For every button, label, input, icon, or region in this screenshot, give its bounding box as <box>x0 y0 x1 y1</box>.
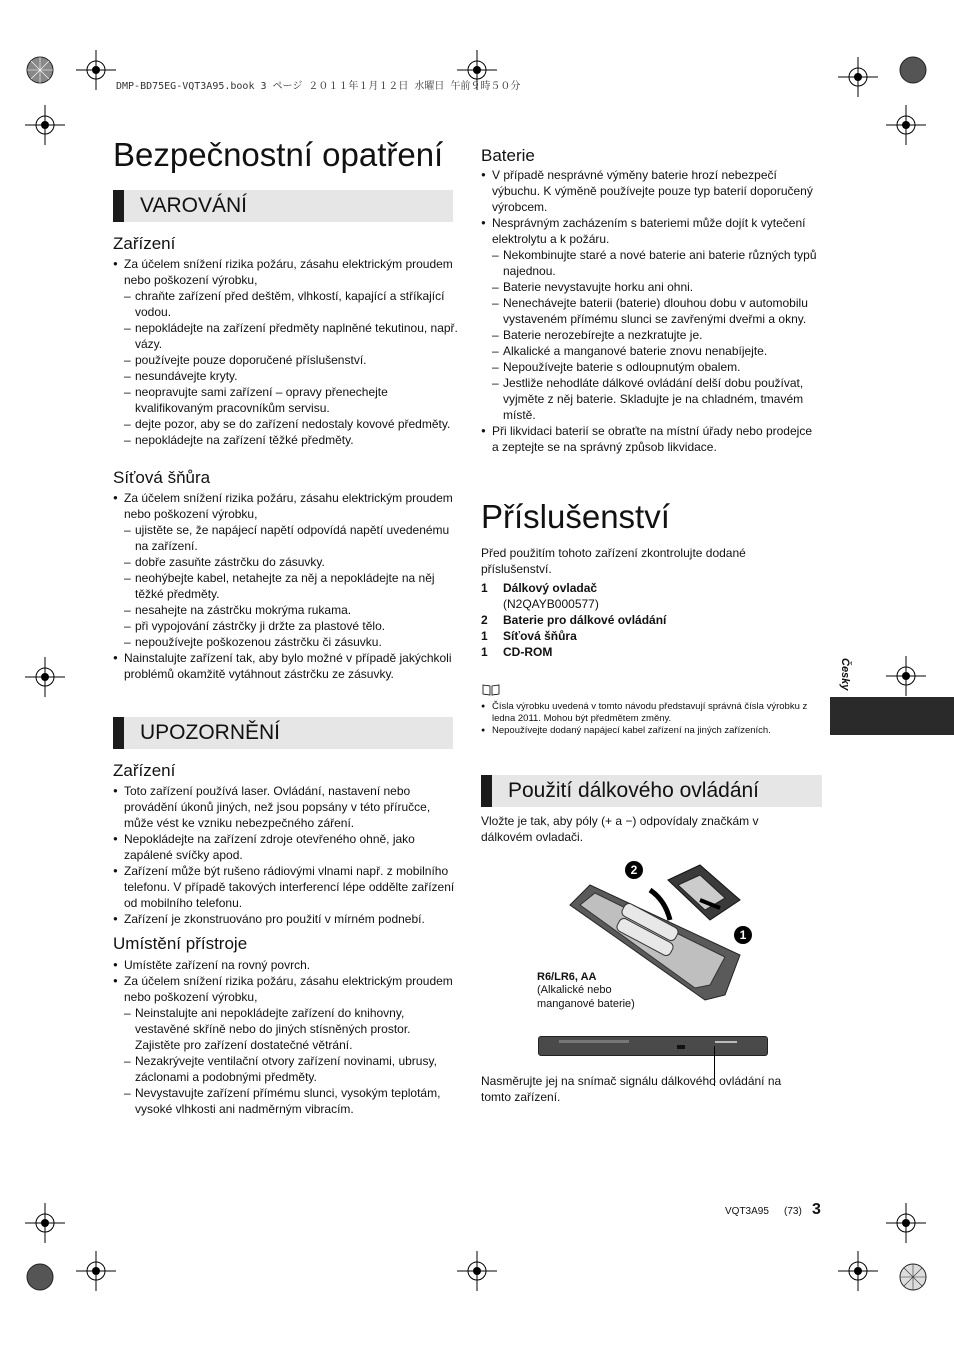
bullet-item: ● Zařízení může být rušeno rádiovými vlnami např. z mobilního telefonu. V případě takových interferencí lépe oddělte zařízení od mobilního telefonu. <box>113 863 458 911</box>
note-list <box>481 701 821 737</box>
accessory-qty: 1 <box>481 581 488 595</box>
accessory-qty: 1 <box>481 629 488 643</box>
dash-item: – neohýbejte kabel, netahejte za něj a nepokládejte na něj těžké předměty. <box>113 570 458 602</box>
battery-list <box>481 167 821 455</box>
accessories-title: Příslušenství <box>481 498 670 535</box>
registration-mark <box>893 50 933 90</box>
crop-target-mark <box>25 1203 65 1243</box>
band-bar <box>481 775 492 807</box>
dash-item: – Jestliže nehodláte dálkové ovládání delší dobu používat, vyjměte z něj baterie. Skladujte je na chladném, tmavém místě. <box>481 375 821 423</box>
accessory-cell <box>503 580 666 612</box>
battery-heading: Baterie <box>481 146 535 165</box>
dash-item: – nepokládejte na zařízení těžké předměty. <box>113 432 458 448</box>
crop-target-mark <box>25 657 65 697</box>
dash-item: – používejte pouze doporučené příslušenství. <box>113 352 458 368</box>
bullet-item: ● Za účelem snížení rizika požáru, zásahu elektrickým proudem nebo poškození výrobku, <box>113 973 458 1005</box>
bullet-item: ● Při likvidaci baterií se obraťte na místní úřady nebo prodejce a zeptejte se na správný způsob likvidace. <box>481 423 821 455</box>
bullet-item: ● Nainstalujte zařízení tak, aby bylo možné v případě jakýchkoli problémů okamžitě vytáhnout zástrčku ze zásuvky. <box>113 650 458 682</box>
battery-desc: (Alkalické nebo manganové baterie) <box>537 984 635 1010</box>
battery-type: R6/LR6, AA <box>537 971 597 983</box>
dash-item: – Nevystavujte zařízení přímému slunci, vysokým teplotám, vysoké vlhkosti ani nadměrným vibracím. <box>113 1085 458 1117</box>
remote-band-label: Použití dálkového ovládání <box>508 779 760 802</box>
crop-target-mark <box>886 105 926 145</box>
bullet-item: ● Nesprávným zacházením s bateriemi může dojít k vytečení elektrolytu a k požáru. <box>481 215 821 247</box>
aim-text: Nasměrujte jej na snímač signálu dálkového ovládání na tomto zařízení. <box>481 1074 782 1104</box>
dash-item: – chraňte zařízení před deštěm, vlhkostí, kapající a stříkající vodou. <box>113 288 458 320</box>
language-tab <box>830 697 954 735</box>
dash-item: – při vypojování zástrčky ji držte za plastové tělo. <box>113 618 458 634</box>
caution-band-label: UPOZORNĚNÍ <box>140 721 281 744</box>
accessories-list <box>481 580 781 660</box>
dash-item: – nepoužívejte poškozenou zástrčku či zásuvku. <box>113 634 458 650</box>
accessory-code: (N2QAYB000577) <box>503 597 599 611</box>
crop-target-mark <box>838 1251 878 1291</box>
accessory-row <box>481 580 666 612</box>
bullet-item: ● V případě nesprávné výměny baterie hrozí nebezpečí výbuchu. K výměně používejte pouze typ baterií doporučený výrobcem. <box>481 167 821 215</box>
step-1-marker: 1 <box>734 926 752 944</box>
bullet-item: ● Za účelem snížení rizika požáru, zásahu elektrickým proudem nebo poškození výrobku, <box>113 490 458 522</box>
footer-paren: (73) <box>784 1206 802 1217</box>
bullet-item: ● Zařízení je zkonstruováno pro použití v mírném podnebí. <box>113 911 458 927</box>
dash-item: – neopravujte sami zařízení – opravy přenechejte kvalifikovaným pracovníkům servisu. <box>113 384 458 416</box>
accessory-cell <box>503 628 666 644</box>
accessory-name: CD-ROM <box>503 645 553 659</box>
dash-item: – Nepoužívejte baterie s odloupnutým obalem. <box>481 359 821 375</box>
dash-item: – Neinstalujte ani nepokládejte zařízení do knihovny, vestavěné skříně nebo do jiných stísněných prostor. Zajistěte pro zařízení dostatečné větrání. <box>113 1005 458 1053</box>
print-header: DMP-BD75EG-VQT3A95.book 3 ページ ２０１１年１月１２日 水曜日 午前９時５０分 <box>116 81 521 92</box>
crop-target-mark <box>76 50 116 90</box>
accessory-qty: 1 <box>481 645 488 659</box>
dash-item: – Nekombinujte staré a nové baterie ani baterie různých typů najednou. <box>481 247 821 279</box>
accessory-name: Dálkový ovladač <box>503 581 598 595</box>
device-list <box>113 256 458 448</box>
remote-intro: Vložte je tak, aby póly (+ a −) odpovídaly značkám v dálkovém ovladači. <box>481 814 759 844</box>
step-2-marker: 2 <box>625 861 643 879</box>
caution-band <box>113 717 453 749</box>
page-title: Bezpečnostní opatření <box>113 136 444 173</box>
accessory-qty: 2 <box>481 613 488 627</box>
accessory-row <box>481 612 666 628</box>
dash-item: – Nezakrývejte ventilační otvory zařízení novinami, ubrusy, záclonami a podobnými předměty. <box>113 1053 458 1085</box>
crop-target-mark <box>838 57 878 97</box>
band-bar <box>113 717 124 749</box>
dash-item: – nesahejte na zástrčku mokrýma rukama. <box>113 602 458 618</box>
device2-list <box>113 783 458 927</box>
bullet-item: ● Umístěte zařízení na rovný povrch. <box>113 957 458 973</box>
crop-target-mark <box>457 1251 497 1291</box>
accessory-name: Baterie pro dálkové ovládání <box>503 613 667 627</box>
placement-heading: Umístění přístroje <box>113 934 248 953</box>
crop-target-mark <box>886 656 926 696</box>
accessory-row <box>481 628 666 644</box>
page-number: 3 <box>812 1201 821 1218</box>
crop-target-mark <box>25 105 65 145</box>
dash-item: – ujistěte se, že napájecí napětí odpovídá napětí uvedenému na zařízení. <box>113 522 458 554</box>
note-item: ● Čísla výrobku uvedená v tomto návodu představují správná čísla výrobku z ledna 2011. Mohou být předmětem změny. <box>481 701 821 725</box>
dash-item: – Nenechávejte baterii (baterie) dlouhou dobu v automobilu vystaveném přímému slunci se zavřenými dveřmi a okny. <box>481 295 821 327</box>
dash-item: – Alkalické a manganové baterie znovu nenabíjejte. <box>481 343 821 359</box>
registration-mark <box>893 1257 933 1297</box>
dash-item: – Baterie nevystavujte horku ani ohni. <box>481 279 821 295</box>
remote-band <box>481 775 822 807</box>
player-unit <box>538 1036 768 1056</box>
band-bar <box>113 190 124 222</box>
accessories-intro: Před použitím tohoto zařízení zkontrolujte dodané příslušenství. <box>481 546 746 576</box>
bullet-item: ● Nepokládejte na zařízení zdroje otevřeného ohně, jako zapálené svíčky apod. <box>113 831 458 863</box>
registration-mark <box>20 50 60 90</box>
dash-item: – nepokládejte na zařízení předměty naplněné tekutinou, např. vázy. <box>113 320 458 352</box>
registration-mark <box>20 1257 60 1297</box>
dash-item: – nesundávejte kryty. <box>113 368 458 384</box>
note-book-icon <box>482 683 500 695</box>
dash-item: – Baterie nerozebírejte a nezkratujte je. <box>481 327 821 343</box>
accessory-row <box>481 644 666 660</box>
device2-heading: Zařízení <box>113 761 176 780</box>
bullet-item: ● Toto zařízení používá laser. Ovládání, nastavení nebo provádění úkonů jiných, než jsou popsány v této příručce, může vést ke vzniku nebezpečného záření. <box>113 783 458 831</box>
accessory-name: Síťová šňůra <box>503 629 577 643</box>
dash-item: – dobře zasuňte zástrčku do zásuvky. <box>113 554 458 570</box>
language-label: Česky <box>839 658 851 691</box>
footer-code: VQT3A95 <box>725 1206 769 1217</box>
warning-band <box>113 190 453 222</box>
cord-list <box>113 490 458 682</box>
accessory-cell <box>503 644 666 660</box>
accessory-cell <box>503 612 666 628</box>
note-item: ● Nepoužívejte dodaný napájecí kabel zařízení na jiných zařízeních. <box>481 725 821 737</box>
dash-item: – dejte pozor, aby se do zařízení nedostaly kovové předměty. <box>113 416 458 432</box>
placement-list <box>113 957 458 1117</box>
crop-target-mark <box>76 1251 116 1291</box>
device-heading: Zařízení <box>113 234 176 253</box>
warning-band-label: VAROVÁNÍ <box>140 194 247 217</box>
bullet-item: ● Za účelem snížení rizika požáru, zásahu elektrickým proudem nebo poškození výrobku, <box>113 256 458 288</box>
cord-heading: Síťová šňůra <box>113 468 211 487</box>
crop-target-mark <box>886 1203 926 1243</box>
